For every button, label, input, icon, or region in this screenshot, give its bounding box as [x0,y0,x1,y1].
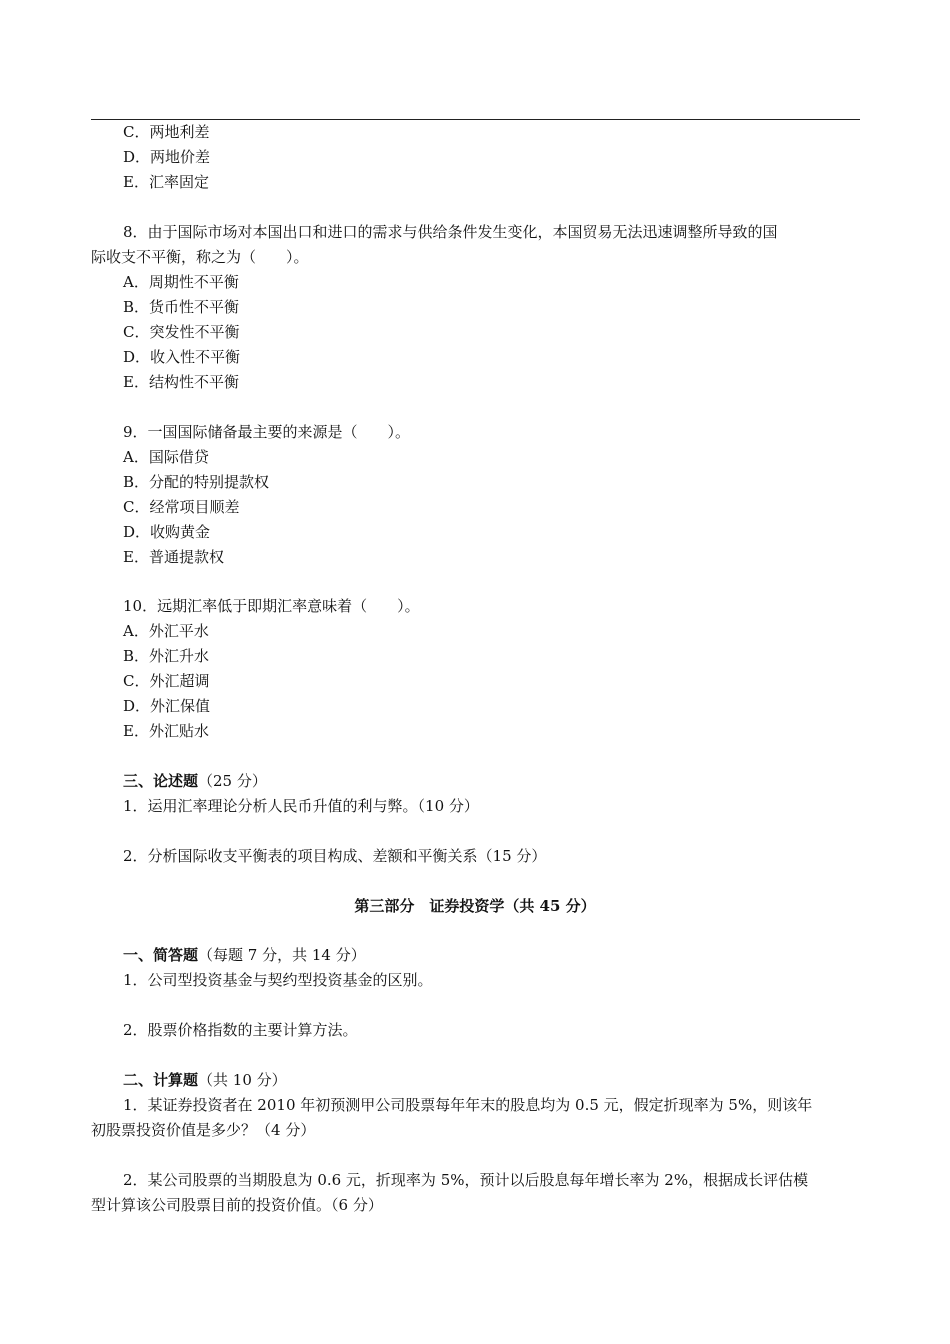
q10-option-a: A．外汇平水 [123,622,209,640]
option-e: E．汇率固定 [123,173,209,191]
calc-q1-line1: 1．某证券投资者在 2010 年初预测甲公司股票每年年末的股息均为 0.5 元，假定折现率为 5%，则该年 [123,1096,813,1114]
q8-option-b: B．货币性不平衡 [123,298,240,316]
q9-option-e: E．普通提款权 [123,548,224,566]
short-answer-heading: 一、简答题（每题 7 分，共 14 分） [123,946,366,964]
essay-q2: 2．分析国际收支平衡表的项目构成、差额和平衡关系（15 分） [123,847,547,865]
q8-stem-line2: 际收支不平衡，称之为（ ）。 [91,248,309,266]
q10-stem: 10．远期汇率低于即期汇率意味着（ ）。 [123,597,420,615]
q10-option-b: B．外汇升水 [123,647,210,665]
q9-option-d: D．收购黄金 [123,523,211,541]
q8-option-a: A．周期性不平衡 [123,273,239,291]
option-d: D．两地价差 [123,148,211,166]
essay-heading: 三、论述题（25 分） [123,772,267,790]
q9-option-c: C．经常项目顺差 [123,498,240,516]
q8-option-c: C．突发性不平衡 [123,323,240,341]
calc-q2-line2: 型计算该公司股票目前的投资价值。（6 分） [91,1196,383,1214]
q9-stem: 9．一国国际储备最主要的来源是（ ）。 [123,423,411,441]
q8-option-e: E．结构性不平衡 [123,373,239,391]
q9-option-a: A．国际借贷 [123,448,209,466]
part3-title: 第三部分 证券投资学（共 45 分） [354,897,596,915]
short-answer-q2: 2．股票价格指数的主要计算方法。 [123,1021,358,1039]
q10-option-e: E．外汇贴水 [123,722,209,740]
calc-q2-line1: 2．某公司股票的当期股息为 0.6 元，折现率为 5%，预计以后股息每年增长率为 2%，根据成长评估模 [123,1171,809,1189]
calc-q1-line2: 初股票投资价值是多少？（4 分） [91,1121,316,1139]
q8-option-d: D．收入性不平衡 [123,348,241,366]
header-rule [91,119,860,120]
q9-option-b: B．分配的特别提款权 [123,473,270,491]
q10-option-d: D．外汇保值 [123,697,211,715]
essay-q1: 1．运用汇率理论分析人民币升值的利与弊。（10 分） [123,797,479,815]
q10-option-c: C．外汇超调 [123,672,210,690]
short-answer-q1: 1．公司型投资基金与契约型投资基金的区别。 [123,971,433,989]
option-c: C．两地利差 [123,123,210,141]
calc-heading: 二、计算题（共 10 分） [123,1071,287,1089]
q8-stem-line1: 8．由于国际市场对本国出口和进口的需求与供给条件发生变化，本国贸易无法迅速调整所导致的国 [123,223,778,241]
